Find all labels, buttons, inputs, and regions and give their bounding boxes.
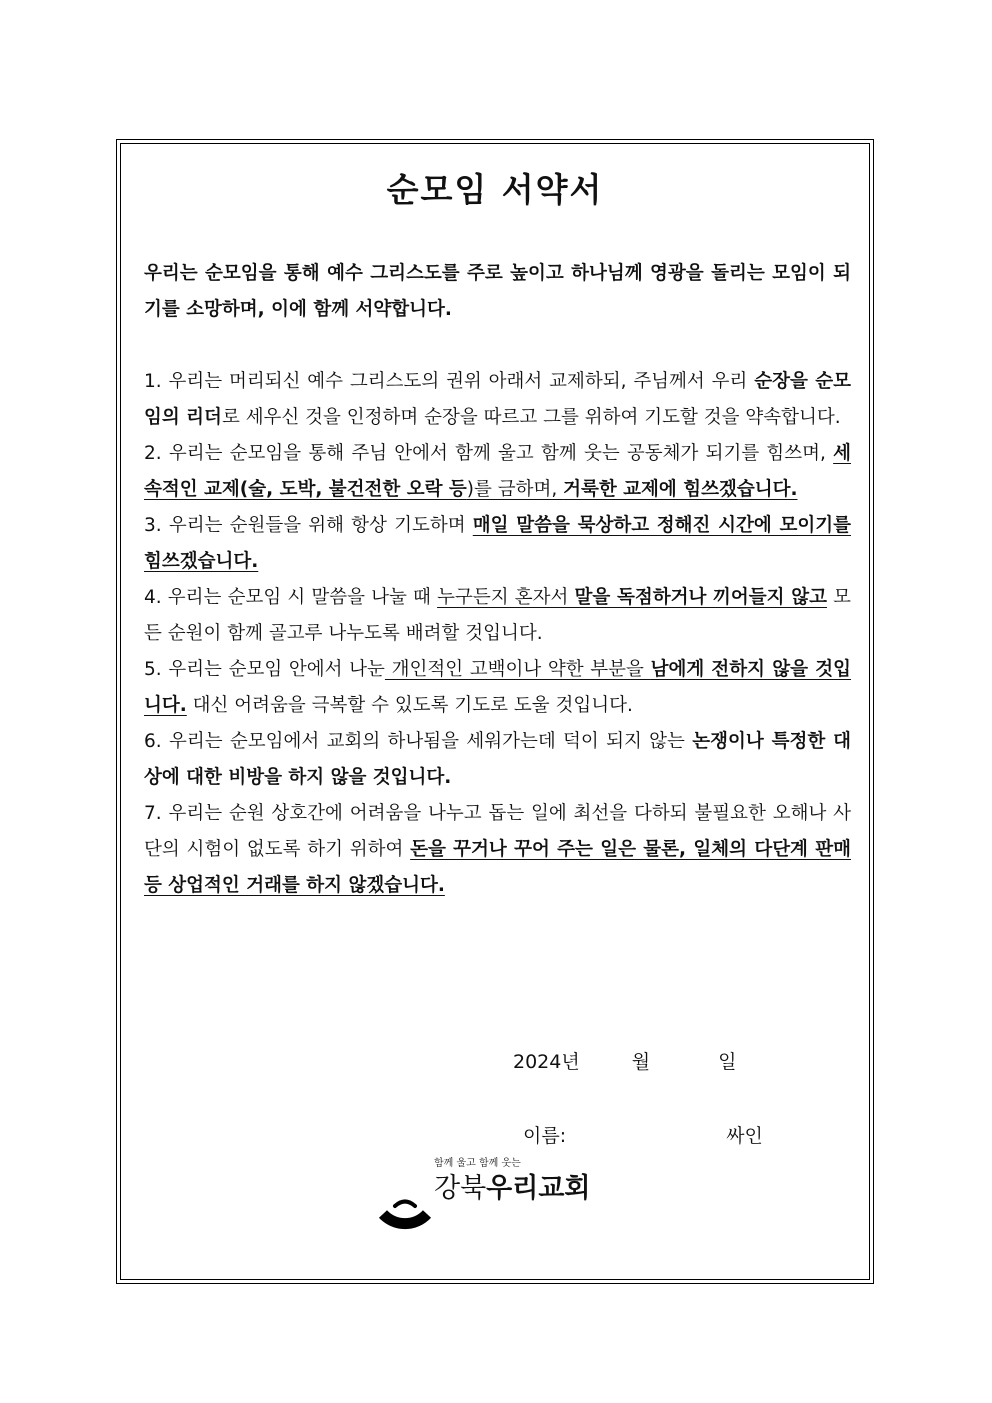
name-label: 이름: [523, 1125, 567, 1147]
sign-label: 싸인 [726, 1125, 763, 1147]
clause-1 [144, 364, 851, 436]
clause-3-text: 3. 우리는 순원들을 위해 항상 기도하며 [144, 515, 473, 536]
clause-3-emphasis: 매일 말씀을 묵상하고 정해진 시간에 모이기를 힘쓰겠습니다. [144, 515, 851, 572]
logo-name-light: 강북 [434, 1173, 487, 1204]
document-title: 순모임 서약서 [386, 170, 604, 209]
logo-name-bold: 우리교회 [486, 1173, 591, 1204]
clause-7 [144, 796, 851, 904]
date-line [513, 1047, 736, 1074]
logo-tagline: 함께 울고 함께 웃는 [434, 1158, 521, 1169]
logo-name [434, 1166, 591, 1205]
clause-5-text-end: 대신 어려움을 극복할 수 있도록 기도로 도울 것입니다. [186, 695, 633, 716]
clause-1-emphasis: 순장을 순모임의 리더 [144, 371, 851, 428]
clause-7-emphasis: 돈을 꾸거나 꾸어 주는 일은 물론, 일체의 다단계 판매 등 상업적인 거래를 하지 않겠습니다. [144, 839, 851, 896]
church-logo [375, 1150, 615, 1270]
clause-4-underline: 누구든지 혼자서 [437, 587, 575, 608]
document-outer-border [116, 139, 874, 1284]
clause-6-text: 6. 우리는 순모임에서 교회의 하나됨을 세워가는데 덕이 되지 않는 [144, 731, 693, 752]
clause-2-underline: )를 금하며, [466, 479, 564, 500]
clause-4 [144, 580, 851, 652]
clause-4-emphasis: 말을 독점하거나 끼어들지 않고 [574, 587, 827, 608]
clause-1-text-end: 로 세우신 것을 인정하며 순장을 따르고 그를 위하여 기도할 것을 약속합니다. [221, 407, 841, 428]
clause-2-emphasis: 세속적인 교제(술, 도박, 불건전한 오락 등 [144, 443, 851, 500]
clause-5-underline: 개인적인 고백이나 약한 부분을 [384, 659, 651, 680]
clause-5-emphasis: 남에게 전하지 않을 것입니다. [144, 659, 851, 716]
clause-5 [144, 652, 851, 724]
clause-6-emphasis: 논쟁이나 특정한 대상에 대한 비방을 하지 않을 것입니다. [144, 731, 851, 788]
clause-1-text: 1. 우리는 머리되신 예수 그리스도의 권위 아래서 교제하되, 주님께서 우리 [144, 371, 755, 392]
clause-2-text: 2. 우리는 순모임을 통해 주님 안에서 함께 울고 함께 웃는 공동체가 되기를 힘쓰며, [144, 443, 834, 464]
clause-4-text-end: 모든 순원이 함께 골고루 나누도록 배려할 것입니다. [144, 587, 852, 644]
clause-4-text: 4. 우리는 순모임 시 말씀을 나눌 때 [144, 587, 438, 608]
clause-2-emphasis-end: 거룩한 교제에 힘쓰겠습니다. [563, 479, 798, 500]
day-label: 일 [718, 1051, 737, 1073]
clause-2 [144, 436, 851, 508]
intro-paragraph: 우리는 순모임을 통해 예수 그리스도를 주로 높이고 하나님께 영광을 돌리는 모임이 되기를 소망하며, 이에 함께 서약합니다. [144, 263, 851, 320]
document-inner-border [120, 143, 870, 1280]
signature-line [523, 1121, 763, 1148]
year-label: 2024년 [513, 1051, 580, 1073]
month-label: 월 [631, 1051, 651, 1073]
pledge-body [144, 256, 851, 904]
clause-3 [144, 508, 851, 580]
clause-6 [144, 724, 851, 796]
clause-7-text: 7. 우리는 순원 상호간에 어려움을 나누고 돕는 일에 최선을 다하되 불필요한 오해나 사단의 시험이 없도록 하기 위하여 [144, 803, 851, 860]
church-logo-mark-icon [375, 1180, 435, 1250]
clause-5-text: 5. 우리는 순모임 안에서 나눈 [144, 659, 385, 680]
